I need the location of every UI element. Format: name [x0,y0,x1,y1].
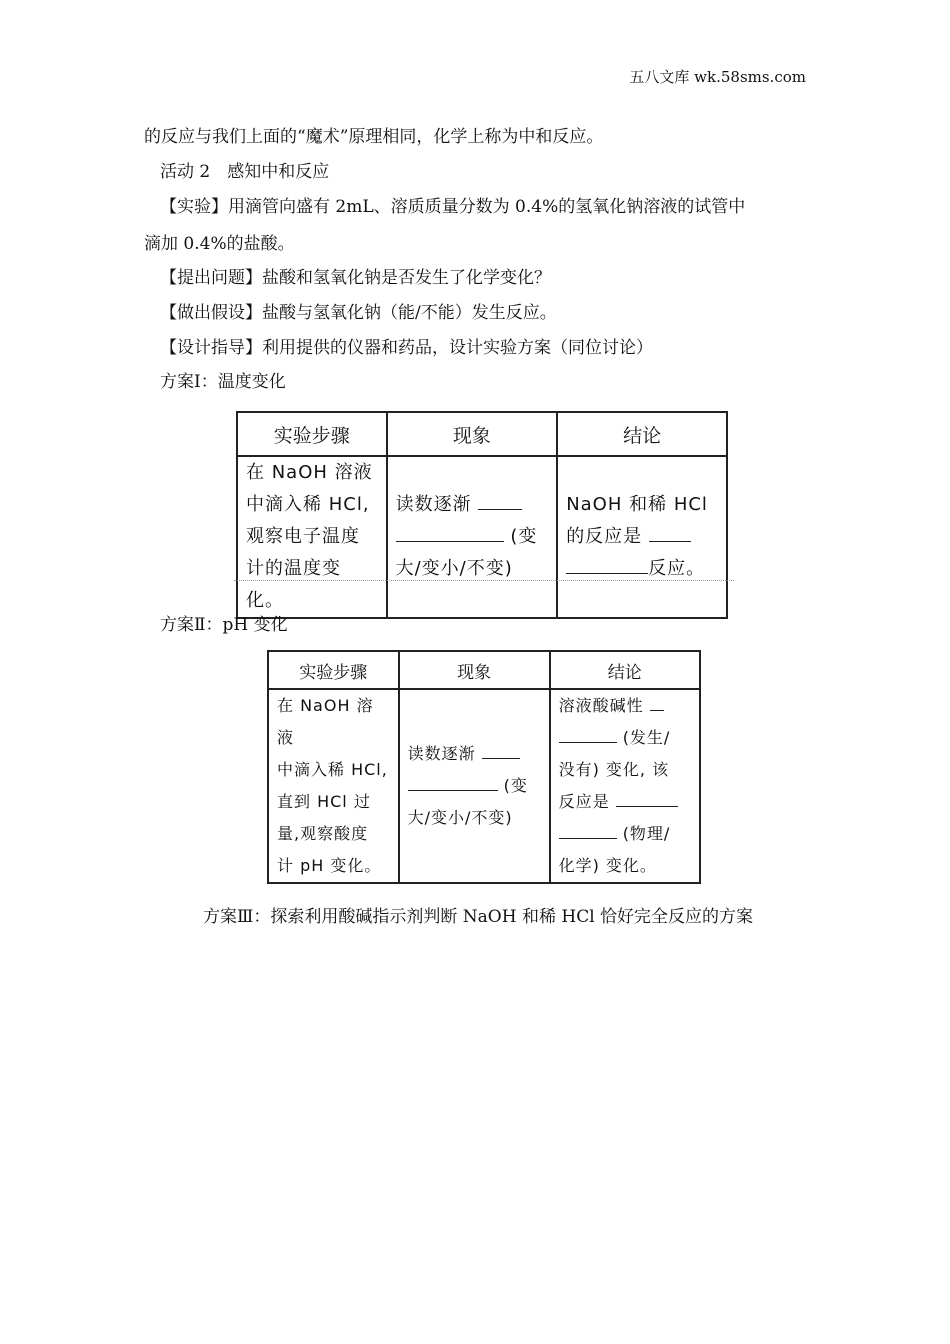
divider [234,580,734,581]
header-phenomenon: 现象 [387,412,558,456]
step-cell [237,456,387,618]
phen-text: (变 [503,776,528,795]
concl-text: NaOH 和稀 HCl [566,494,708,515]
answer-blank[interactable] [616,788,678,807]
concl-text: 反应是 [558,792,610,811]
answer-blank[interactable] [559,820,617,839]
step-line: 在 NaOH 溶液 [277,696,374,747]
answer-blank[interactable] [408,772,498,791]
answer-blank[interactable] [478,491,522,510]
plan-1-title: 方案Ⅰ：温度变化 [160,372,286,392]
answer-blank[interactable] [649,523,691,542]
phenomenon-cell [387,456,558,618]
experiment-line: 【实验】用滴管向盛有 2mL、溶质质量分数为 0.4%的氢氧化钠溶液的试管中 [160,197,746,217]
step-line: 直到 HCl 过 [277,792,371,811]
phen-text: 读数逐渐 [395,494,472,515]
concl-text: 化学) 变化。 [558,856,657,875]
concl-text: (物理/ [622,824,671,843]
phen-options: 大/变小/不变) [395,558,513,579]
concl-text: 反应。 [648,558,706,579]
answer-blank[interactable] [482,740,520,759]
step-line: 在 NaOH 溶液 [246,462,373,483]
step-line: 计 pH 变化。 [277,856,382,875]
step-line: 量,观察酸度 [277,824,369,843]
phen-options: 大/变小/不变) [407,808,513,827]
experiment-line-cont: 滴加 0.4%的盐酸。 [144,234,295,254]
phen-text: 读数逐渐 [407,744,476,763]
conclusion-cell [557,456,727,618]
text-line-1: 的反应与我们上面的“魔术”原理相同，化学上称为中和反应。 [144,127,604,147]
answer-blank[interactable] [650,692,664,711]
design-line: 【设计指导】利用提供的仪器和药品，设计实验方案（同位讨论） [160,338,653,358]
plan-2-table [267,650,701,884]
plan-3-title: 方案Ⅲ：探索利用酸碱指示剂判断 NaOH 和稀 HCl 恰好完全反应的方案 [203,907,754,927]
step-line: 中滴入稀 HCl, [277,760,388,779]
concl-text: (发生/ [622,728,671,747]
header-step: 实验步骤 [237,412,387,456]
plan-2-title: 方案Ⅱ：pH 变化 [160,615,288,635]
hypothesis-line: 【做出假设】盐酸与氢氧化钠（能/不能）发生反应。 [160,303,557,323]
step-line: 中滴入稀 HCl, [246,494,370,515]
step-cell [268,689,399,883]
conclusion-cell [550,689,700,883]
activity-heading: 活动 2 感知中和反应 [160,162,330,182]
phenomenon-cell [399,689,550,883]
concl-text: 没有) 变化, 该 [558,760,670,779]
plan-1-table [236,411,728,619]
step-line: 观察电子温度 [246,526,360,547]
answer-blank[interactable] [559,724,617,743]
site-header: 五八文库 wk.58sms.com [629,68,806,86]
header-conclusion: 结论 [550,651,700,689]
phen-text: (变 [510,526,538,547]
question-line: 【提出问题】盐酸和氢氧化钠是否发生了化学变化？ [160,268,551,288]
header-step: 实验步骤 [268,651,399,689]
answer-blank[interactable] [396,523,504,542]
header-conclusion: 结论 [557,412,727,456]
concl-text: 溶液酸碱性 [558,696,644,715]
header-phenomenon: 现象 [399,651,550,689]
concl-text: 的反应是 [566,526,643,547]
answer-blank[interactable] [566,555,648,574]
step-line: 计的温度变化。 [246,558,341,611]
